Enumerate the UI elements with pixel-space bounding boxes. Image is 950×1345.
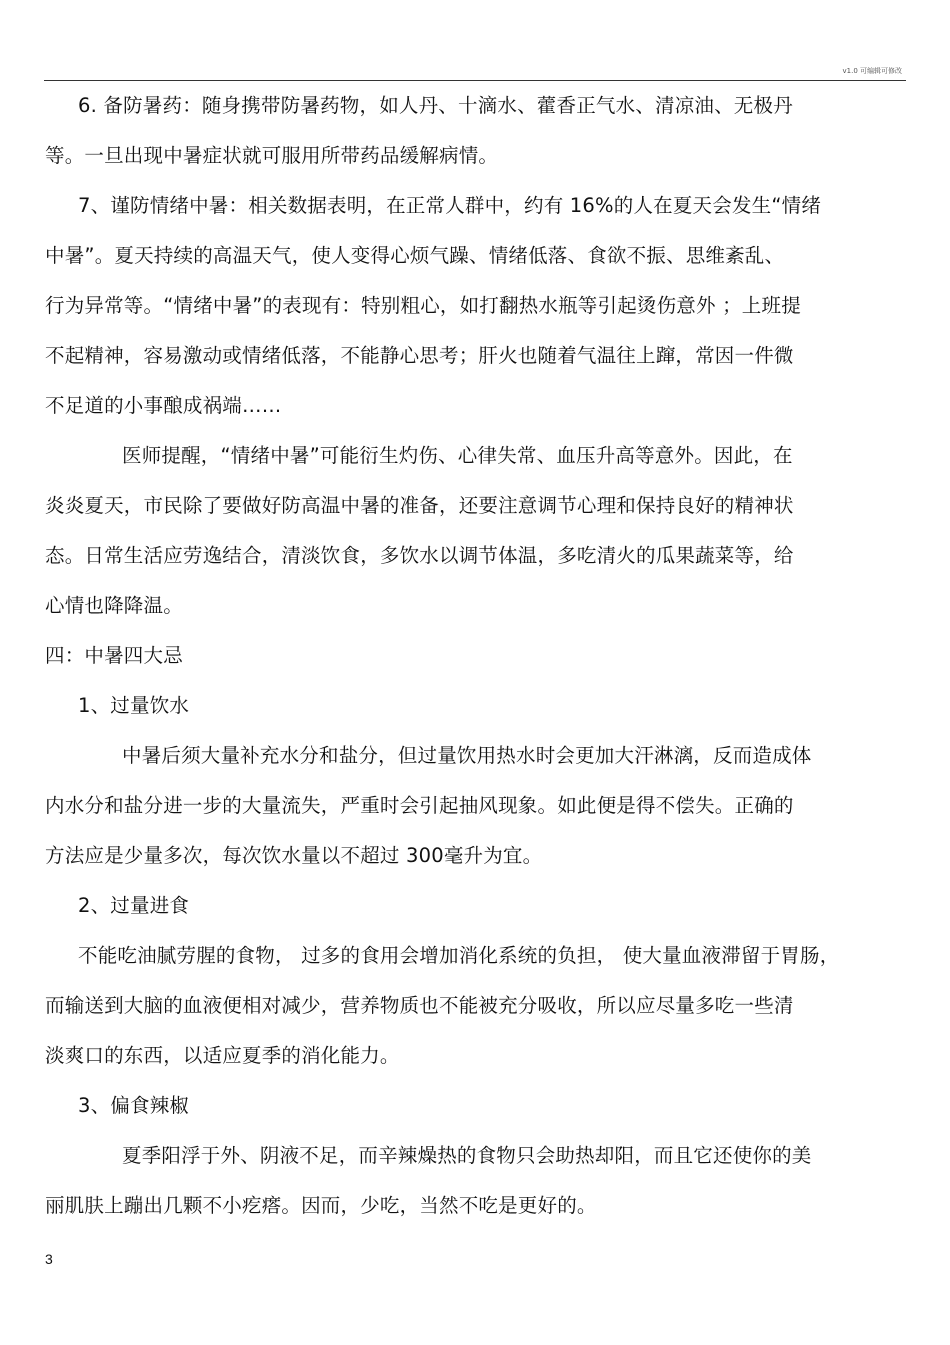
text-line: 中暑”。夏天持续的高温天气，使人变得心烦气躁、情绪低落、食欲不振、思维紊乱、 <box>45 244 785 267</box>
text-line: 丽肌肤上蹦出几颗不小疙瘩。因而，少吃，当然不吃是更好的。 <box>45 1194 597 1217</box>
text-line: 不足道的小事酿成祸端…… <box>45 394 282 417</box>
text-line: 态。日常生活应劳逸结合，清淡饮食，多饮水以调节体温，多吃清火的瓜果蔬菜等，给 <box>45 544 794 567</box>
header-divider <box>44 80 906 81</box>
subsection-heading: 1、过量饮水 <box>78 694 190 717</box>
text-line: 炎炎夏天，市民除了要做好防高温中暑的准备，还要注意调节心理和保持良好的精神状 <box>45 494 794 517</box>
subsection-heading: 3、偏食辣椒 <box>78 1094 190 1117</box>
text-line: 不起精神，容易激动或情绪低落，不能静心思考；肝火也随着气温往上蹿，常因一件微 <box>45 344 794 367</box>
text-line: 心情也降降温。 <box>45 594 183 617</box>
text-line: 医师提醒，“情绪中暑”可能衍生灼伤、心律失常、血压升高等意外。因此，在 <box>122 444 793 467</box>
text-line: 等。一旦出现中暑症状就可服用所带药品缓解病情。 <box>45 144 499 167</box>
text-line: 6. 备防暑药：随身携带防暑药物，如人丹、十滴水、藿香正气水、清凉油、无极丹 <box>78 94 793 117</box>
text-line: 行为异常等。“情绪中暑”的表现有：特别粗心，如打翻热水瓶等引起烫伤意外 ；上班提 <box>45 294 801 317</box>
text-line: 淡爽口的东西，以适应夏季的消化能力。 <box>45 1044 400 1067</box>
text-line: 内水分和盐分进一步的大量流失，严重时会引起抽风现象。如此便是得不偿失。正确的 <box>45 794 794 817</box>
text-line: 不能吃油腻劳腥的食物， 过多的食用会增加消化系统的负担， 使大量血液滞留于胃肠， <box>78 944 840 967</box>
subsection-heading: 2、过量进食 <box>78 894 190 917</box>
text-line: 方法应是少量多次，每次饮水量以不超过 300毫升为宜。 <box>45 844 543 867</box>
header-version-label: v1.0 可编辑可修改 <box>842 67 902 75</box>
text-line: 而输送到大脑的血液便相对减少，营养物质也不能被充分吸收，所以应尽量多吃一些清 <box>45 994 794 1017</box>
page-number: 3 <box>45 1251 53 1267</box>
section-heading: 四：中暑四大忌 <box>45 644 183 667</box>
text-line: 中暑后须大量补充水分和盐分，但过量饮用热水时会更加大汗淋漓，反而造成体 <box>122 744 812 767</box>
text-line: 夏季阳浮于外、阴液不足，而辛辣燥热的食物只会助热却阳，而且它还使你的美 <box>122 1144 812 1167</box>
text-line: 7、谨防情绪中暑：相关数据表明，在正常人群中，约有 16%的人在夏天会发生“情绪 <box>78 194 822 217</box>
